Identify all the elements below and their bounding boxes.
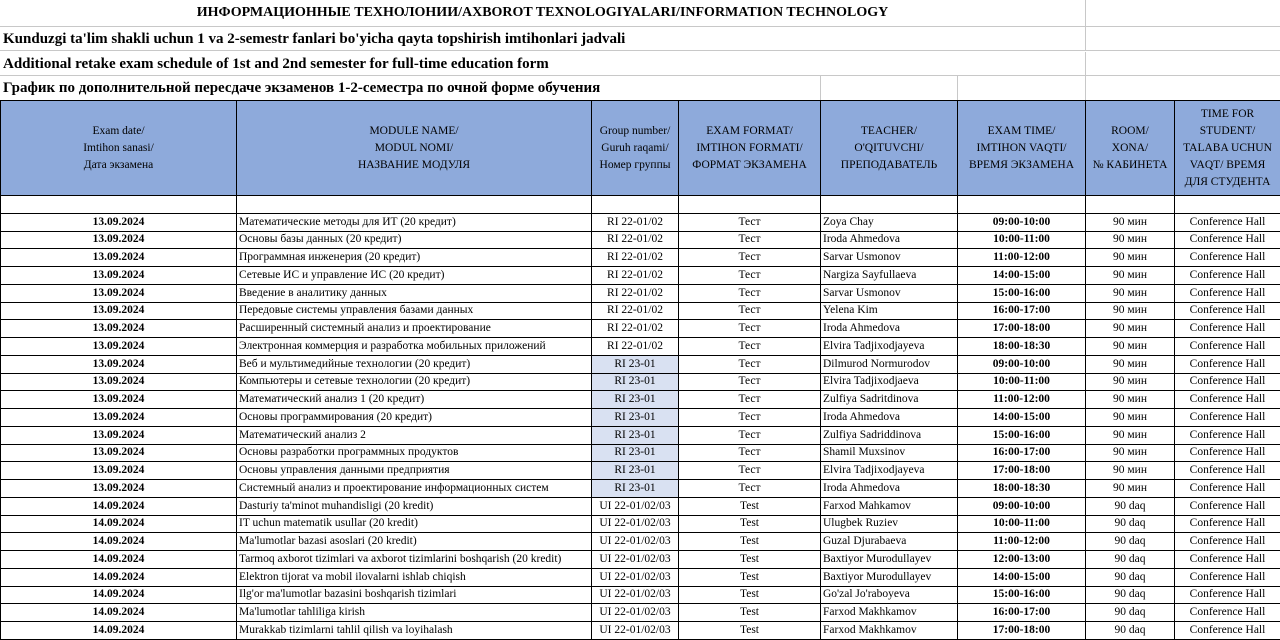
table-row [1,444,1280,462]
teacher-cell[interactable]: Zulfiya Sadritdinova [821,391,958,409]
location-cell[interactable]: Conference Hall [1175,604,1280,622]
exam-date-cell[interactable]: 13.09.2024 [1,373,237,391]
teacher-cell[interactable]: Farxod Makhkamov [821,604,958,622]
teacher-cell[interactable]: Iroda Ahmedova [821,320,958,338]
subtitle-en-empty-cell[interactable] [1085,52,1280,76]
group-number-cell[interactable]: RI 23-01 [592,426,679,444]
exam-time-cell[interactable]: 15:00-16:00 [958,426,1086,444]
exam-time-cell[interactable]: 14:00-15:00 [958,267,1086,285]
exam-format-cell[interactable]: Test [679,586,821,604]
teacher-cell[interactable]: Guzal Djurabaeva [821,533,958,551]
location-cell[interactable]: Conference Hall [1175,213,1280,231]
teacher-cell[interactable]: Shamil Muxsinov [821,444,958,462]
group-number-cell[interactable]: RI 23-01 [592,391,679,409]
duration-cell[interactable]: 90 daq [1086,568,1175,586]
exam-format-cell[interactable]: Test [679,622,821,640]
empty-cell[interactable] [957,76,1086,100]
teacher-cell[interactable]: Yelena Kim [821,302,958,320]
header-group-number[interactable]: Group number/ Guruh raqami/ Номер группы [592,101,679,196]
group-number-cell[interactable]: RI 22-01/02 [592,284,679,302]
module-name-cell[interactable]: Ma'lumotlar bazasi asoslari (20 kredit) [237,533,592,551]
title-empty-cell[interactable] [1085,0,1280,27]
teacher-cell[interactable]: Nargiza Sayfullaeva [821,267,958,285]
group-number-cell[interactable]: RI 23-01 [592,355,679,373]
teacher-cell[interactable]: Iroda Ahmedova [821,480,958,498]
exam-date-cell[interactable]: 14.09.2024 [1,622,237,640]
module-name-cell[interactable]: Компьютеры и сетевые технологии (20 кредит) [237,373,592,391]
exam-date-cell[interactable]: 13.09.2024 [1,338,237,356]
exam-format-cell[interactable]: Тест [679,302,821,320]
module-name-cell[interactable]: Математические методы для ИТ (20 кредит) [237,213,592,231]
exam-format-cell[interactable]: Тест [679,249,821,267]
table-row [1,302,1280,320]
location-cell[interactable]: Conference Hall [1175,267,1280,285]
duration-cell[interactable]: 90 daq [1086,533,1175,551]
duration-cell[interactable]: 90 daq [1086,551,1175,569]
exam-time-cell[interactable]: 14:00-15:00 [958,409,1086,427]
group-number-cell[interactable]: UI 22-01/02/03 [592,622,679,640]
exam-time-cell[interactable]: 11:00-12:00 [958,533,1086,551]
subtitle-uz: Kunduzgi ta'lim shakli uchun 1 va 2-semestr fanlari bo'yicha qayta topshirish imtihonlari jadvali [0,27,1085,51]
group-number-cell[interactable]: UI 22-01/02/03 [592,497,679,515]
exam-format-cell[interactable]: Тест [679,409,821,427]
exam-time-cell[interactable]: 17:00-18:00 [958,320,1086,338]
subtitle-ru: График по дополнительной пересдаче экзаменов 1-2-семестра по очной форме обучения [0,76,820,100]
group-number-cell[interactable]: UI 22-01/02/03 [592,604,679,622]
exam-time-cell[interactable]: 11:00-12:00 [958,249,1086,267]
duration-cell[interactable]: 90 мин [1086,249,1175,267]
exam-format-cell[interactable]: Тест [679,338,821,356]
location-cell[interactable]: Conference Hall [1175,320,1280,338]
location-cell[interactable]: Conference Hall [1175,284,1280,302]
teacher-cell[interactable]: Elvira Tadjixodjayeva [821,462,958,480]
exam-date-cell[interactable]: 13.09.2024 [1,213,237,231]
empty-cell[interactable] [820,76,958,100]
duration-cell[interactable]: 90 daq [1086,497,1175,515]
exam-date-cell[interactable]: 13.09.2024 [1,302,237,320]
exam-date-cell[interactable]: 13.09.2024 [1,284,237,302]
header-exam-time[interactable]: EXAM TIME/ IMTIHON VAQTI/ ВРЕМЯ ЭКЗАМЕНА [958,101,1086,196]
exam-time-cell[interactable]: 17:00-18:00 [958,462,1086,480]
teacher-cell[interactable]: Iroda Ahmedova [821,231,958,249]
table-row [1,497,1280,515]
exam-format-cell[interactable]: Тест [679,480,821,498]
teacher-cell[interactable]: Zoya Chay [821,213,958,231]
module-name-cell[interactable]: Расширенный системный анализ и проектирование [237,320,592,338]
exam-format-cell[interactable]: Test [679,568,821,586]
exam-time-cell[interactable]: 12:00-13:00 [958,551,1086,569]
table-row [1,515,1280,533]
group-number-cell[interactable]: RI 22-01/02 [592,338,679,356]
teacher-cell[interactable]: Baxtiyor Murodullayev [821,568,958,586]
module-name-cell[interactable]: Веб и мультимедийные технологии (20 кредит) [237,355,592,373]
exam-time-cell[interactable]: 09:00-10:00 [958,213,1086,231]
location-cell[interactable]: Conference Hall [1175,462,1280,480]
location-cell[interactable]: Conference Hall [1175,302,1280,320]
module-name-cell[interactable]: Математический анализ 2 [237,426,592,444]
duration-cell[interactable]: 90 мин [1086,391,1175,409]
exam-date-cell[interactable]: 14.09.2024 [1,497,237,515]
exam-time-cell[interactable]: 16:00-17:00 [958,444,1086,462]
exam-format-cell[interactable]: Тест [679,462,821,480]
exam-time-cell[interactable]: 09:00-10:00 [958,355,1086,373]
teacher-cell[interactable]: Farxod Mahkamov [821,497,958,515]
location-cell[interactable]: Conference Hall [1175,426,1280,444]
exam-date-cell[interactable]: 13.09.2024 [1,426,237,444]
group-number-cell[interactable]: RI 23-01 [592,480,679,498]
exam-format-cell[interactable]: Тест [679,373,821,391]
exam-date-cell[interactable]: 13.09.2024 [1,320,237,338]
exam-date-cell[interactable]: 14.09.2024 [1,515,237,533]
duration-cell[interactable]: 90 мин [1086,231,1175,249]
exam-date-cell[interactable]: 13.09.2024 [1,355,237,373]
table-row [1,604,1280,622]
header-room[interactable]: ROOM/ XONA/ № КАБИНЕТА [1086,101,1175,196]
header-module-name[interactable]: MODULE NAME/ MODUL NOMI/ НАЗВАНИЕ МОДУЛЯ [237,101,592,196]
table-row [1,409,1280,427]
location-cell[interactable]: Conference Hall [1175,551,1280,569]
exam-date-cell[interactable]: 14.09.2024 [1,586,237,604]
module-name-cell[interactable]: Математический анализ 1 (20 кредит) [237,391,592,409]
exam-date-cell[interactable]: 13.09.2024 [1,480,237,498]
location-cell[interactable]: Conference Hall [1175,568,1280,586]
duration-cell[interactable]: 90 daq [1086,586,1175,604]
exam-format-cell[interactable]: Test [679,515,821,533]
table-row [1,551,1280,569]
module-name-cell[interactable]: Сетевые ИС и управление ИС (20 кредит) [237,267,592,285]
table-row [1,355,1280,373]
duration-cell[interactable]: 90 мин [1086,320,1175,338]
exam-format-cell[interactable]: Тест [679,320,821,338]
group-number-cell[interactable]: RI 23-01 [592,444,679,462]
table-row [1,533,1280,551]
teacher-cell[interactable]: Sarvar Usmonov [821,249,958,267]
location-cell[interactable]: Conference Hall [1175,355,1280,373]
exam-format-cell[interactable]: Тест [679,426,821,444]
table-row [1,391,1280,409]
header-exam-date[interactable]: Exam date/ Imtihon sanasi/ Дата экзамена [1,101,237,196]
table-row [1,213,1280,231]
location-cell[interactable]: Conference Hall [1175,444,1280,462]
group-number-cell[interactable]: UI 22-01/02/03 [592,568,679,586]
exam-date-cell[interactable]: 13.09.2024 [1,267,237,285]
group-number-cell[interactable]: RI 23-01 [592,409,679,427]
module-name-cell[interactable]: Передовые системы управления базами данных [237,302,592,320]
exam-format-cell[interactable]: Тест [679,231,821,249]
exam-format-cell[interactable]: Test [679,551,821,569]
module-name-cell[interactable]: Ilg'or ma'lumotlar bazasini boshqarish tizimlari [237,586,592,604]
module-name-cell[interactable]: Murakkab tizimlarni tahlil qilish va loyihalash [237,622,592,640]
teacher-cell[interactable]: Farxod Makhkamov [821,622,958,640]
exam-date-cell[interactable]: 14.09.2024 [1,568,237,586]
group-number-cell[interactable]: RI 22-01/02 [592,213,679,231]
location-cell[interactable]: Conference Hall [1175,586,1280,604]
table-row [1,426,1280,444]
exam-format-cell[interactable]: Тест [679,284,821,302]
location-cell[interactable]: Conference Hall [1175,497,1280,515]
exam-date-cell[interactable]: 14.09.2024 [1,604,237,622]
exam-date-cell[interactable]: 13.09.2024 [1,462,237,480]
duration-cell[interactable]: 90 мин [1086,355,1175,373]
location-cell[interactable]: Conference Hall [1175,480,1280,498]
table-row [1,462,1280,480]
exam-time-cell[interactable]: 10:00-11:00 [958,515,1086,533]
teacher-cell[interactable]: Sarvar Usmonov [821,284,958,302]
table-row [1,480,1280,498]
table-row [1,320,1280,338]
duration-cell[interactable]: 90 мин [1086,426,1175,444]
group-number-cell[interactable]: UI 22-01/02/03 [592,533,679,551]
spacer-row [1,196,1280,214]
duration-cell[interactable]: 90 мин [1086,213,1175,231]
exam-format-cell[interactable]: Тест [679,355,821,373]
table-row [1,284,1280,302]
teacher-cell[interactable]: Ulugbek Ruziev [821,515,958,533]
exam-time-cell[interactable]: 15:00-16:00 [958,284,1086,302]
location-cell[interactable]: Conference Hall [1175,391,1280,409]
empty-cell[interactable] [1085,76,1280,100]
teacher-cell[interactable]: Baxtiyor Murodullayev [821,551,958,569]
location-cell[interactable]: Conference Hall [1175,231,1280,249]
location-cell[interactable]: Conference Hall [1175,338,1280,356]
duration-cell[interactable]: 90 мин [1086,480,1175,498]
exam-time-cell[interactable]: 16:00-17:00 [958,604,1086,622]
teacher-cell[interactable]: Go'zal Jo'raboyeva [821,586,958,604]
module-name-cell[interactable]: Основы программирования (20 кредит) [237,409,592,427]
exam-time-cell[interactable]: 10:00-11:00 [958,373,1086,391]
exam-format-cell[interactable]: Тест [679,391,821,409]
header-exam-format[interactable]: EXAM FORMAT/ IMTIHON FORMATI/ ФОРМАТ ЭКЗАМЕНА [679,101,821,196]
module-name-cell[interactable]: Программная инженерия (20 кредит) [237,249,592,267]
group-number-cell[interactable]: UI 22-01/02/03 [592,586,679,604]
group-number-cell[interactable]: RI 22-01/02 [592,231,679,249]
duration-cell[interactable]: 90 мин [1086,302,1175,320]
module-name-cell[interactable]: Основы базы данных (20 кредит) [237,231,592,249]
header-student-time[interactable]: TIME FOR STUDENT/ TALABA UCHUN VAQT/ ВРЕМЯ ДЛЯ СТУДЕНТА [1175,101,1280,196]
page-title: ИНФОРМАЦИОННЫЕ ТЕХНОЛОНИИ/AXBOROT TEXNOLOGIYALARI/INFORMATION TECHNOLOGY [0,0,1085,27]
duration-cell[interactable]: 90 мин [1086,267,1175,285]
exam-time-cell[interactable]: 18:00-18:30 [958,338,1086,356]
duration-cell[interactable]: 90 daq [1086,515,1175,533]
teacher-cell[interactable]: Zulfiya Sadriddinova [821,426,958,444]
group-number-cell[interactable]: RI 22-01/02 [592,320,679,338]
location-cell[interactable]: Conference Hall [1175,249,1280,267]
exam-format-cell[interactable]: Test [679,533,821,551]
group-number-cell[interactable]: RI 23-01 [592,373,679,391]
teacher-cell[interactable]: Elvira Tadjixodjaeva [821,373,958,391]
exam-format-cell[interactable]: Тест [679,444,821,462]
group-number-cell[interactable]: RI 22-01/02 [592,267,679,285]
duration-cell[interactable]: 90 мин [1086,373,1175,391]
exam-date-cell[interactable]: 13.09.2024 [1,249,237,267]
exam-time-cell[interactable]: 10:00-11:00 [958,231,1086,249]
exam-format-cell[interactable]: Тест [679,213,821,231]
header-row [1,101,1280,196]
teacher-cell[interactable]: Iroda Ahmedova [821,409,958,427]
location-cell[interactable]: Conference Hall [1175,409,1280,427]
module-name-cell[interactable]: Введение в аналитику данных [237,284,592,302]
group-number-cell[interactable]: RI 22-01/02 [592,249,679,267]
teacher-cell[interactable]: Dilmurod Normurodov [821,355,958,373]
module-name-cell[interactable]: Ma'lumotlar tahliliga kirish [237,604,592,622]
group-number-cell[interactable]: UI 22-01/02/03 [592,515,679,533]
exam-date-cell[interactable]: 13.09.2024 [1,444,237,462]
group-number-cell[interactable]: RI 23-01 [592,462,679,480]
module-name-cell[interactable]: Системный анализ и проектирование информационных систем [237,480,592,498]
module-name-cell[interactable]: Основы разработки программных продуктов [237,444,592,462]
table-row [1,373,1280,391]
module-name-cell[interactable]: Tarmoq axborot tizimlari va axborot tizimlarini boshqarish (20 kredit) [237,551,592,569]
module-name-cell[interactable]: Основы управления данными предприятия [237,462,592,480]
subtitle-uz-empty-cell[interactable] [1085,27,1280,51]
exam-date-cell[interactable]: 14.09.2024 [1,533,237,551]
table-row [1,622,1280,640]
location-cell[interactable]: Conference Hall [1175,373,1280,391]
table-row [1,568,1280,586]
group-number-cell[interactable]: RI 22-01/02 [592,302,679,320]
exam-format-cell[interactable]: Test [679,497,821,515]
teacher-cell[interactable]: Elvira Tadjixodjayeva [821,338,958,356]
duration-cell[interactable]: 90 daq [1086,622,1175,640]
duration-cell[interactable]: 90 daq [1086,604,1175,622]
location-cell[interactable]: Conference Hall [1175,622,1280,640]
group-number-cell[interactable]: UI 22-01/02/03 [592,551,679,569]
location-cell[interactable]: Conference Hall [1175,533,1280,551]
exam-time-cell[interactable]: 09:00-10:00 [958,497,1086,515]
subtitle-en: Additional retake exam schedule of 1st and 2nd semester for full-time education form [0,52,1085,76]
table-row [1,586,1280,604]
duration-cell[interactable]: 90 мин [1086,462,1175,480]
module-name-cell[interactable]: Dasturiy ta'minot muhandisligi (20 kredit) [237,497,592,515]
location-cell[interactable]: Conference Hall [1175,515,1280,533]
exam-date-cell[interactable]: 13.09.2024 [1,409,237,427]
duration-cell[interactable]: 90 мин [1086,409,1175,427]
exam-time-cell[interactable]: 17:00-18:00 [958,622,1086,640]
exam-time-cell[interactable]: 15:00-16:00 [958,586,1086,604]
exam-time-cell[interactable]: 18:00-18:30 [958,480,1086,498]
table-row [1,231,1280,249]
exam-date-cell[interactable]: 13.09.2024 [1,231,237,249]
module-name-cell[interactable]: IT uchun matematik usullar (20 kredit) [237,515,592,533]
exam-date-cell[interactable]: 13.09.2024 [1,391,237,409]
exam-format-cell[interactable]: Тест [679,267,821,285]
duration-cell[interactable]: 90 мин [1086,444,1175,462]
header-teacher[interactable]: TEACHER/ O'QITUVCHI/ ПРЕПОДАВАТЕЛЬ [821,101,958,196]
duration-cell[interactable]: 90 мин [1086,284,1175,302]
table-row [1,338,1280,356]
table-row [1,249,1280,267]
exam-date-cell[interactable]: 14.09.2024 [1,551,237,569]
exam-format-cell[interactable]: Test [679,604,821,622]
exam-time-cell[interactable]: 16:00-17:00 [958,302,1086,320]
exam-time-cell[interactable]: 14:00-15:00 [958,568,1086,586]
module-name-cell[interactable]: Электронная коммерция и разработка мобильных приложений [237,338,592,356]
exam-schedule-table [0,100,1280,640]
module-name-cell[interactable]: Elektron tijorat va mobil ilovalarni ishlab chiqish [237,568,592,586]
table-row [1,267,1280,285]
duration-cell[interactable]: 90 мин [1086,338,1175,356]
exam-time-cell[interactable]: 11:00-12:00 [958,391,1086,409]
